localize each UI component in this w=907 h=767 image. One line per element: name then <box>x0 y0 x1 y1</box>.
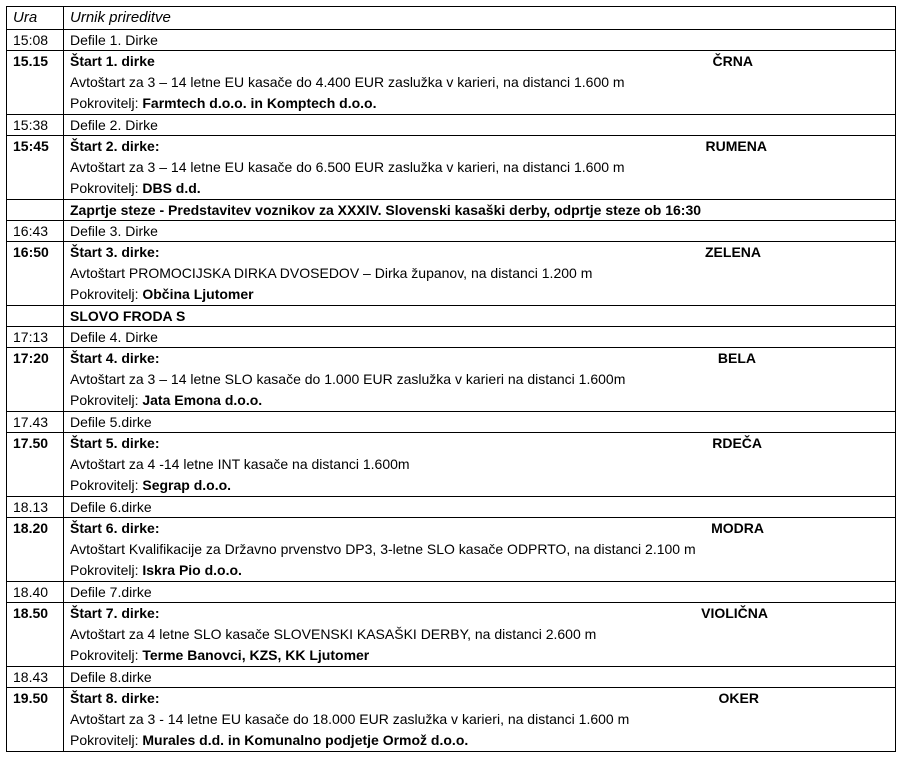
time-cell: 17:13 <box>7 327 64 348</box>
race-title-line <box>70 433 895 454</box>
time-cell: 15.15 <box>7 51 64 115</box>
time-cell: 16:43 <box>7 221 64 242</box>
time-cell <box>7 306 64 327</box>
sponsor-line <box>70 475 895 496</box>
parade-label: Defile 1. Dirke <box>64 30 896 51</box>
sponsor-label: Pokrovitelj: <box>70 477 143 493</box>
race-row <box>7 518 896 582</box>
race-title-line <box>70 51 895 72</box>
sponsor-name: Farmtech d.o.o. in Komptech d.o.o. <box>142 95 377 111</box>
program-cell <box>64 242 896 306</box>
parade-label: Defile 4. Dirke <box>64 327 896 348</box>
race-title-line <box>70 518 895 539</box>
parade-row <box>7 221 896 242</box>
time-cell: 17:20 <box>7 348 64 412</box>
race-row <box>7 433 896 497</box>
race-title: Štart 6. dirke: <box>70 520 160 536</box>
race-row <box>7 688 896 752</box>
sponsor-label: Pokrovitelj: <box>70 286 143 302</box>
parade-label: Defile 2. Dirke <box>64 115 896 136</box>
race-title: Štart 3. dirke: <box>70 244 160 260</box>
race-title-line <box>70 348 895 369</box>
race-description: Avtoštart za 4 -14 letne INT kasače na distanci 1.600m <box>70 456 410 472</box>
race-title: Štart 7. dirke: <box>70 605 160 621</box>
race-color-label: RDEČA <box>712 435 762 451</box>
sponsor-line <box>70 93 895 114</box>
program-cell <box>64 348 896 412</box>
race-color-label: ZELENA <box>705 244 761 260</box>
program-note: Zaprtje steze - Predstavitev voznikov za XXXIV. Slovenski kasaški derby, odprtje steze ob 16:30 <box>64 200 896 221</box>
header-row <box>7 7 896 30</box>
race-description: Avtoštart Kvalifikacije za Državno prvenstvo DP3, 3-letne SLO kasače ODPRTO, na distanci 2.100 m <box>70 541 696 557</box>
parade-row <box>7 667 896 688</box>
race-title-line <box>70 136 895 157</box>
sponsor-label: Pokrovitelj: <box>70 392 143 408</box>
time-cell: 18.20 <box>7 518 64 582</box>
time-cell: 19.50 <box>7 688 64 752</box>
time-cell: 15:08 <box>7 30 64 51</box>
parade-row <box>7 30 896 51</box>
time-cell: 18.13 <box>7 497 64 518</box>
race-title: Štart 1. dirke <box>70 53 155 69</box>
sponsor-name: Iskra Pio d.o.o. <box>142 562 242 578</box>
sponsor-name: Terme Banovci, KZS, KK Ljutomer <box>142 647 370 663</box>
sponsor-name: Občina Ljutomer <box>142 286 254 302</box>
parade-row <box>7 582 896 603</box>
race-description: Avtoštart za 3 - 14 letne EU kasače do 18.000 EUR zaslužka v karieri, na distanci 1.600 m <box>70 711 630 727</box>
program-cell <box>64 518 896 582</box>
race-description: Avtoštart za 3 – 14 letne EU kasače do 4.400 EUR zaslužka v karieri, na distanci 1.600 m <box>70 74 625 90</box>
sponsor-label: Pokrovitelj: <box>70 647 143 663</box>
sponsor-line <box>70 645 895 666</box>
sponsor-name: DBS d.d. <box>142 180 201 196</box>
race-title: Štart 5. dirke: <box>70 435 160 451</box>
program-column-header: Urnik prireditve <box>64 7 896 30</box>
race-row <box>7 348 896 412</box>
program-note: SLOVO FRODA S <box>64 306 896 327</box>
parade-label: Defile 7.dirke <box>64 582 896 603</box>
time-cell: 18.43 <box>7 667 64 688</box>
race-title: Štart 4. dirke: <box>70 350 160 366</box>
sponsor-name: Jata Emona d.o.o. <box>142 392 263 408</box>
parade-label: Defile 5.dirke <box>64 412 896 433</box>
sponsor-label: Pokrovitelj: <box>70 732 143 748</box>
race-color-label: ČRNA <box>712 53 753 69</box>
parade-label: Defile 8.dirke <box>64 667 896 688</box>
time-cell: 17.43 <box>7 412 64 433</box>
sponsor-label: Pokrovitelj: <box>70 95 143 111</box>
parade-row <box>7 412 896 433</box>
sponsor-name: Segrap d.o.o. <box>142 477 232 493</box>
race-title-line <box>70 242 895 263</box>
race-title-line <box>70 603 895 624</box>
sponsor-name: Murales d.d. in Komunalno podjetje Ormož d.o.o. <box>142 732 469 748</box>
race-color-label: VIOLIČNA <box>701 605 768 621</box>
race-row <box>7 603 896 667</box>
sponsor-label: Pokrovitelj: <box>70 180 143 196</box>
program-cell <box>64 603 896 667</box>
time-cell <box>7 200 64 221</box>
race-title: Štart 8. dirke: <box>70 690 160 706</box>
race-description: Avtoštart za 3 – 14 letne EU kasače do 6.500 EUR zaslužka v karieri, na distanci 1.600 m <box>70 159 625 175</box>
time-cell: 18.50 <box>7 603 64 667</box>
program-cell <box>64 688 896 752</box>
parade-label: Defile 6.dirke <box>64 497 896 518</box>
sponsor-line <box>70 284 895 305</box>
program-cell <box>64 136 896 200</box>
parade-row <box>7 327 896 348</box>
race-title: Štart 2. dirke: <box>70 138 160 154</box>
program-cell <box>64 433 896 497</box>
note-row <box>7 306 896 327</box>
race-row <box>7 51 896 115</box>
time-cell: 17.50 <box>7 433 64 497</box>
race-color-label: RUMENA <box>705 138 767 154</box>
time-cell: 15:45 <box>7 136 64 200</box>
race-row <box>7 136 896 200</box>
race-description: Avtoštart za 4 letne SLO kasače SLOVENSKI KASAŠKI DERBY, na distanci 2.600 m <box>70 626 597 642</box>
time-column-header: Ura <box>7 7 64 30</box>
time-cell: 18.40 <box>7 582 64 603</box>
race-description: Avtoštart PROMOCIJSKA DIRKA DVOSEDOV – Dirka županov, na distanci 1.200 m <box>70 265 593 281</box>
race-color-label: MODRA <box>711 520 764 536</box>
race-title-line <box>70 688 895 709</box>
race-description: Avtoštart za 3 – 14 letne SLO kasače do 1.000 EUR zaslužka v karieri na distanci 1.600m <box>70 371 626 387</box>
parade-label: Defile 3. Dirke <box>64 221 896 242</box>
sponsor-line <box>70 560 895 581</box>
parade-row <box>7 115 896 136</box>
note-row <box>7 200 896 221</box>
sponsor-label: Pokrovitelj: <box>70 562 143 578</box>
sponsor-line <box>70 390 895 411</box>
time-cell: 15:38 <box>7 115 64 136</box>
sponsor-line <box>70 178 895 199</box>
race-color-label: BELA <box>717 350 756 366</box>
program-cell <box>64 51 896 115</box>
time-cell: 16:50 <box>7 242 64 306</box>
parade-row <box>7 497 896 518</box>
schedule-table <box>6 6 896 752</box>
sponsor-line <box>70 730 895 751</box>
race-row <box>7 242 896 306</box>
race-color-label: OKER <box>718 690 759 706</box>
